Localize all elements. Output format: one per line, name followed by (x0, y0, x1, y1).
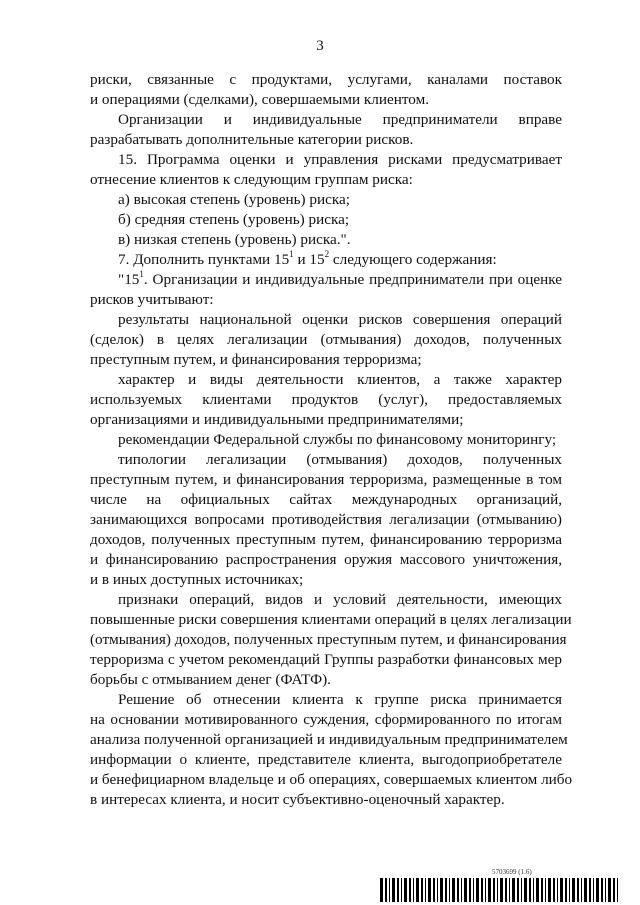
text-line: и финансированию распространения оружия массового уничтожения, (90, 551, 562, 568)
barcode-bar (481, 878, 483, 902)
barcode-bar (428, 878, 431, 902)
barcode-bar (541, 878, 543, 902)
paragraph (90, 310, 562, 370)
barcode-area (380, 868, 620, 904)
barcode-bar (385, 878, 387, 902)
barcode-bar (476, 878, 479, 902)
barcode-bar (548, 878, 551, 902)
barcode-bar (464, 878, 467, 902)
text-line: преступным путем, и финансирования терроризма, размещенные в том (90, 471, 562, 488)
barcode-bar (572, 878, 575, 902)
barcode-bar (521, 878, 522, 902)
text-line: Организации и индивидуальные предприниматели вправе (118, 111, 562, 128)
text-span: следующего содержания: (329, 251, 497, 268)
barcode-bar (437, 878, 438, 902)
barcode-bar (404, 878, 407, 902)
barcode-bar (401, 878, 402, 902)
barcode-bar (569, 878, 570, 902)
text-line: б) средняя степень (уровень) риска; (118, 211, 350, 228)
barcode-bar (536, 878, 539, 902)
barcode-bar (505, 878, 507, 902)
barcode-bar (517, 878, 519, 902)
barcode-bar (601, 878, 603, 902)
text-line: риски, связанные с продуктами, услугами, каналами поставок (90, 71, 562, 88)
paragraph (90, 370, 562, 430)
text-line: рисков учитывают: (90, 291, 214, 308)
barcode-bar (617, 878, 618, 902)
superscript: 1 (139, 268, 144, 279)
text-line: характер и виды деятельности клиентов, а также характер (118, 371, 562, 388)
page-number: 3 (316, 38, 324, 54)
text-line: на основании мотивированного суждения, сформированного по итогам (90, 711, 562, 728)
text-span: . Организации и индивидуальные предприниматели при оценке (143, 271, 562, 288)
barcode-bar (613, 878, 615, 902)
paragraph (90, 230, 562, 250)
barcode-bar (497, 878, 498, 902)
barcode-bar (469, 878, 471, 902)
text-line (90, 250, 562, 270)
barcode-bar (605, 878, 606, 902)
text-line: результаты национальной оценки рисков совершения операций (118, 311, 562, 328)
barcode-bar (584, 878, 587, 902)
text-line: разрабатывать дополнительные категории рисков. (90, 131, 414, 148)
text-line: и бенефициарном владельце и об операциях, совершаемых клиентом либо (90, 771, 573, 788)
barcode-bar (389, 878, 390, 902)
barcode-bar (529, 878, 531, 902)
paragraph (90, 190, 562, 210)
barcode-bar (596, 878, 599, 902)
text-line: рекомендации Федеральной службы по финансовому мониторингу; (118, 431, 557, 448)
barcode-bar (493, 878, 495, 902)
text-line: терроризма с учетом рекомендаций Группы разработки финансовых мер (90, 651, 562, 668)
text-line: анализа полученной организацией и индивидуальным предпринимателем (90, 731, 568, 748)
text-line: типологии легализации (отмывания) доходов, полученных (118, 451, 562, 468)
paragraph (90, 270, 562, 310)
barcode-bar (557, 878, 558, 902)
paragraph (90, 450, 562, 590)
barcode-bar (457, 878, 459, 902)
text-line: в интересах клиента, и носит субъективно-оценочный характер. (90, 791, 505, 808)
text-line: и в иных доступных источниках; (90, 571, 304, 588)
barcode-bar (581, 878, 582, 902)
barcode-bar (560, 878, 563, 902)
text-line: преступным путем, и финансирования терроризма; (90, 351, 422, 368)
barcode-bar (545, 878, 546, 902)
text-line (90, 270, 562, 290)
barcode (380, 878, 620, 902)
barcode-bar (433, 878, 435, 902)
text-span: и 15 (293, 251, 325, 268)
barcode-bar (461, 878, 462, 902)
barcode-bar (577, 878, 579, 902)
paragraph (90, 110, 562, 150)
barcode-bar (416, 878, 419, 902)
barcode-bar (553, 878, 555, 902)
barcode-bar (500, 878, 503, 902)
barcode-bar (392, 878, 395, 902)
text-line: (отмывания) доходов, полученных преступным путем, и финансирования (90, 631, 567, 648)
text-line: в) низкая степень (уровень) риска.". (118, 231, 351, 248)
document-body (90, 70, 573, 810)
barcode-bar (509, 878, 510, 902)
barcode-bar (565, 878, 567, 902)
barcode-bar (380, 878, 383, 902)
text-line: а) высокая степень (уровень) риска; (118, 191, 350, 208)
superscript: 2 (324, 248, 330, 259)
barcode-bar (512, 878, 515, 902)
barcode-bar (589, 878, 591, 902)
barcode-bar (449, 878, 450, 902)
text-line: признаки операций, видов и условий деятельности, имеющих (118, 591, 562, 608)
superscript: 1 (289, 248, 294, 259)
paragraph (90, 250, 562, 270)
barcode-bar (397, 878, 399, 902)
barcode-bar (533, 878, 534, 902)
text-line: Решение об отнесении клиента к группе риска принимается (118, 691, 562, 708)
text-span: "15 (118, 271, 140, 288)
barcode-bar (425, 878, 426, 902)
paragraph (90, 70, 562, 110)
barcode-id: 5703699 (1.6) (492, 868, 532, 876)
text-line: доходов, полученных преступным путем, финансированию терроризма (90, 531, 562, 548)
barcode-bar (452, 878, 455, 902)
text-line: отнесение клиентов к следующим группам риска: (90, 171, 413, 188)
paragraph (90, 430, 562, 450)
text-line: 15. Программа оценки и управления рисками предусматривает (118, 151, 562, 168)
text-line: числе на официальных сайтах международных организаций, (90, 491, 562, 508)
paragraph (90, 690, 573, 810)
text-line: (сделок) в целях легализации (отмывания) доходов, полученных (90, 331, 562, 348)
text-line: занимающихся вопросами противодействия легализации (отмыванию) (90, 511, 562, 528)
barcode-bar (413, 878, 414, 902)
text-line: организациями и индивидуальными предпринимателями; (90, 411, 464, 428)
paragraph (90, 590, 572, 690)
barcode-bar (409, 878, 411, 902)
barcode-bar (421, 878, 423, 902)
text-line: борьбы с отмыванием денег (ФАТФ). (90, 671, 331, 688)
text-line: и операциями (сделками), совершаемыми клиентом. (90, 91, 430, 108)
paragraph (90, 210, 562, 230)
text-line: используемых клиентами продуктов (услуг), предоставляемых (90, 391, 562, 408)
text-line: повышенные риски совершения клиентами операций в целях легализации (90, 611, 572, 628)
barcode-bar (608, 878, 611, 902)
text-span: 7. Дополнить пунктами 15 (118, 251, 290, 268)
barcode-bar (485, 878, 486, 902)
text-line: информации о клиенте, представителе клиента, выгодоприобретателе (90, 751, 562, 768)
barcode-bar (524, 878, 527, 902)
barcode-bar (593, 878, 594, 902)
barcode-bar (445, 878, 447, 902)
barcode-bar (488, 878, 491, 902)
barcode-bar (440, 878, 443, 902)
barcode-bar (473, 878, 474, 902)
paragraph (90, 150, 562, 190)
